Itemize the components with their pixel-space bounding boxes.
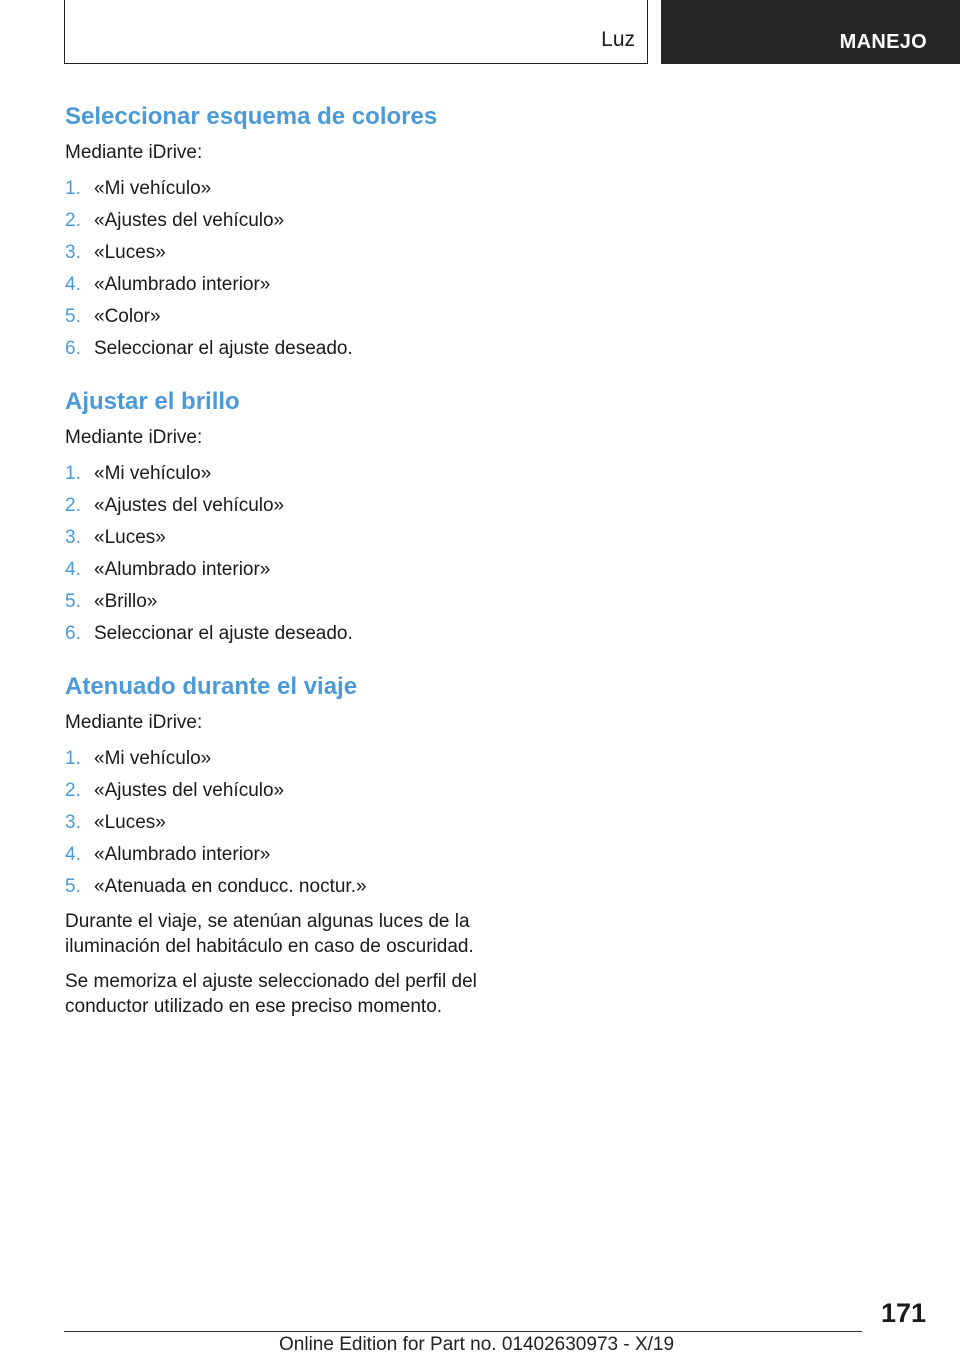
- list-item: [65, 240, 495, 272]
- step-number: 6.: [65, 623, 81, 644]
- step-text: «Color»: [94, 306, 161, 327]
- footer-edition: Online Edition for Part no. 01402630973 - X/19: [279, 1334, 675, 1355]
- list-item: [65, 272, 495, 304]
- step-number: 4.: [65, 274, 81, 295]
- step-number: 1.: [65, 748, 81, 769]
- steps-list: [65, 746, 495, 906]
- header-section-title: Luz: [601, 28, 635, 51]
- list-item: [65, 208, 495, 240]
- step-text: «Ajustes del vehículo»: [94, 210, 285, 231]
- list-item: [65, 621, 495, 653]
- step-text: «Ajustes del vehículo»: [94, 780, 285, 801]
- step-number: 3.: [65, 527, 81, 548]
- section-intro: Mediante iDrive:: [65, 712, 203, 733]
- steps-list: [65, 176, 495, 368]
- step-number: 2.: [65, 780, 81, 801]
- page-content: [65, 100, 495, 1036]
- step-text: «Luces»: [94, 242, 166, 263]
- list-item: [65, 493, 495, 525]
- list-item: [65, 778, 495, 810]
- step-text: «Ajustes del vehículo»: [94, 495, 285, 516]
- list-item: [65, 842, 495, 874]
- section-intro: Mediante iDrive:: [65, 142, 203, 163]
- list-item: [65, 557, 495, 589]
- step-number: 1.: [65, 178, 81, 199]
- list-item: [65, 746, 495, 778]
- steps-list: [65, 461, 495, 653]
- step-number: 1.: [65, 463, 81, 484]
- step-number: 4.: [65, 559, 81, 580]
- list-item: [65, 336, 495, 368]
- step-text: Seleccionar el ajuste deseado.: [94, 623, 353, 644]
- section-brightness: [65, 385, 495, 653]
- step-number: 5.: [65, 306, 81, 327]
- step-number: 3.: [65, 812, 81, 833]
- step-text: «Mi vehículo»: [94, 178, 212, 199]
- footer-divider: [64, 1331, 862, 1332]
- step-text: «Luces»: [94, 527, 166, 548]
- list-item: [65, 461, 495, 493]
- body-paragraph: Se memoriza el ajuste seleccionado del perfil del conductor utilizado en ese preciso momento.: [65, 971, 477, 1017]
- section-title: Seleccionar esquema de colores: [65, 103, 438, 130]
- section-night-dimming: [65, 670, 495, 1019]
- step-number: 3.: [65, 242, 81, 263]
- header-chapter-tab: MANEJO: [661, 0, 960, 64]
- step-number: 2.: [65, 210, 81, 231]
- section-title: Atenuado durante el viaje: [65, 673, 358, 700]
- step-number: 4.: [65, 844, 81, 865]
- step-number: 5.: [65, 591, 81, 612]
- section-intro: Mediante iDrive:: [65, 427, 203, 448]
- step-number: 5.: [65, 876, 81, 897]
- section-color-scheme: [65, 100, 495, 368]
- list-item: [65, 304, 495, 336]
- step-text: «Mi vehículo»: [94, 463, 212, 484]
- step-text: «Alumbrado interior»: [94, 559, 271, 580]
- header-section-box: [64, 0, 648, 64]
- step-text: Seleccionar el ajuste deseado.: [94, 338, 353, 359]
- step-number: 2.: [65, 495, 81, 516]
- list-item: [65, 874, 495, 906]
- step-text: «Mi vehículo»: [94, 748, 212, 769]
- list-item: [65, 176, 495, 208]
- list-item: [65, 525, 495, 557]
- step-text: «Alumbrado interior»: [94, 844, 271, 865]
- section-title: Ajustar el brillo: [65, 388, 240, 415]
- step-text: «Luces»: [94, 812, 166, 833]
- list-item: [65, 810, 495, 842]
- step-text: «Brillo»: [94, 591, 158, 612]
- page-number: 171: [880, 1298, 926, 1328]
- step-number: 6.: [65, 338, 81, 359]
- list-item: [65, 589, 495, 621]
- step-text: «Atenuada en conducc. noctur.»: [94, 876, 367, 897]
- step-text: «Alumbrado interior»: [94, 274, 271, 295]
- body-paragraph: Durante el viaje, se atenúan algunas luces de la iluminación del habitáculo en caso de oscuridad.: [65, 911, 474, 957]
